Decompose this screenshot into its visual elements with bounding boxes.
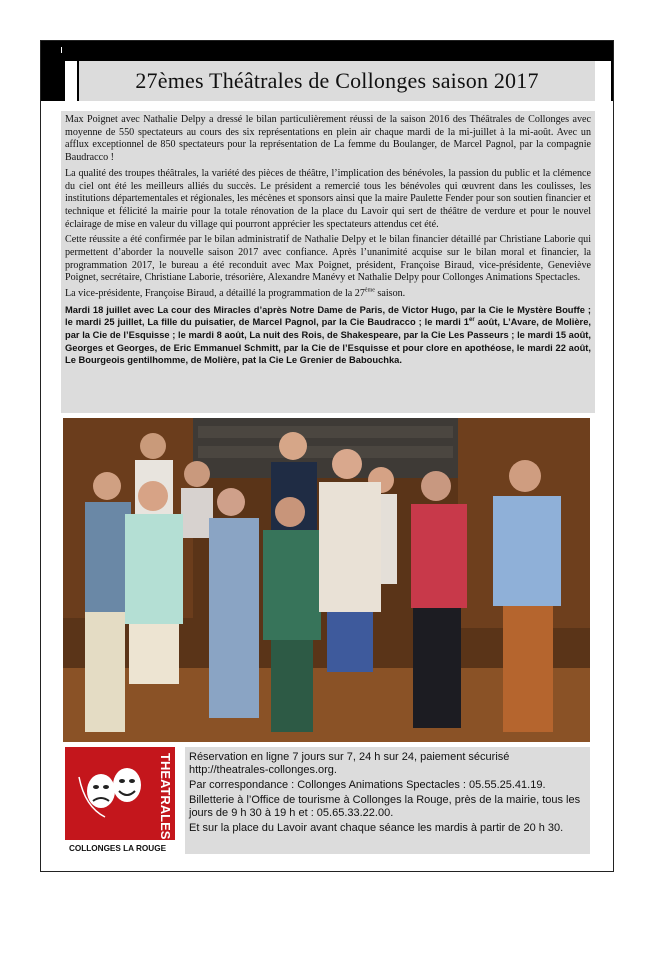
intro-sup: ème bbox=[364, 287, 375, 294]
comedy-mask-icon bbox=[113, 768, 141, 802]
reservation-office: Billetterie à l’Office de tourisme à Collonges la Rouge, près de la mairie, tous les jours de 9 h 30 à 19 h et : 05.65.33.22.00. bbox=[189, 793, 581, 819]
page-frame bbox=[40, 40, 614, 872]
paragraph-remerciements: La qualité des troupes théâtrales, la variété des pièces de théâtre, l’implication des bénévoles, la passion du public et la clémence du ciel ont été les meilleurs alliés du succès. Le président a remercié tous les bénévoles qui œuvrent dans les coulisses, les institutions départementales et régionales, les mécènes et sponsors ainsi que la maire Paulette Fender pour son soutien financier et technique et félicité la mairie pour la totale rénovation de la place du Lavoir qui sert de théâtre de verdure et pour le nouvel éclairage de mise en valeur du village qui pourront apprécier les spectateurs attendus cet été. bbox=[65, 167, 591, 230]
top-black-bar bbox=[41, 41, 613, 57]
theatrales-logo bbox=[65, 747, 175, 854]
reservation-info bbox=[185, 747, 590, 854]
reservation-onsite: Et sur la place du Lavoir avant chaque séance les mardis à partir de 20 h 30. bbox=[189, 821, 564, 834]
article-text bbox=[61, 111, 595, 413]
title-bar bbox=[41, 57, 613, 101]
logo-illustration bbox=[65, 747, 175, 854]
programme-sup: er bbox=[469, 317, 475, 324]
logo-bottom-text: COLLONGES LA ROUGE bbox=[69, 844, 167, 853]
programme-text-end: août, L’Avare, de Molière, par la Cie de l’Esquisse ; le mardi 8 août, La nuit des Rois, de Shakespeare, par la Cie Les Passeurs ; le mardi 15 août, Georges et Georges, de Eric Emmanuel Schmitt, par la Cie de l’Esquisse et pour clore en apothéose, le mardi 22 août, Le Bourgeois gentilhomme, de Molière, pat la Cie Le Grenier de Babouchka. bbox=[65, 317, 591, 366]
page-title: 27èmes Théâtrales de Collonges saison 2017 bbox=[135, 68, 539, 93]
paragraph-bilan: Max Poignet avec Nathalie Delpy a dressé le bilan particulièrement réussi de la saison 2016 des Théâtrales de Collonges avec moyenne de 550 spectateurs au cours des six représentations en plein air chaque mardi de la mi-juillet à la mi-août. Avec un afflux exceptionnel de 850 spectateurs pour la représentation de La femme du Boulanger, de Marcel Pagnol, par la compagnie Baudracco ! bbox=[65, 114, 591, 164]
reservation-online: Réservation en ligne 7 jours sur 7, 24 h sur 24, paiement sécurisé http://theatrales-collonges.org. bbox=[189, 751, 510, 776]
intro-text-end: saison. bbox=[374, 288, 406, 300]
paragraph-programme bbox=[65, 304, 591, 367]
group-photo-illustration bbox=[63, 418, 590, 742]
paragraph-programmation-intro bbox=[65, 288, 591, 301]
title-left-strip bbox=[65, 61, 77, 101]
top-mark bbox=[61, 47, 62, 53]
paragraph-bureau: Cette réussite a été confirmée par le bilan administratif de Nathalie Delpy et le bilan financier détaillé par Christiane Laborie qui permettent d’aborder la nouvelle saison 2017 avec confiance. Après l’unanimité acquise sur le bilan moral et financier, la programmation 2017, le bureau a été reconduit avec Max Poignet, président, Françoise Biraud, vice-présidente, Geneviève Poignet, secrétaire, Christiane Laborie, trésorière, Alexandre Manévy et Nathalie Delpy pour Collonges Animations Spectacles. bbox=[65, 234, 591, 284]
title-right-strip bbox=[595, 61, 611, 101]
reservation-mail: Par correspondance : Collonges Animations Spectacles : 05.55.25.41.19. bbox=[189, 778, 546, 791]
programme-text: Mardi 18 juillet avec La cour des Miracles d’après Notre Dame de Paris, de Victor Hugo, par la Cie le Mystère Bouffe ; le mardi 25 juillet, La fille du puisatier, de Marcel Pagnol, par la Cie Baudracco ; le mardi 1 bbox=[65, 304, 591, 328]
logo-vertical-text: THEATRALES bbox=[158, 753, 173, 840]
intro-text: La vice-présidente, Françoise Biraud, a détaillé la programmation de la 27 bbox=[65, 288, 365, 300]
group-photo bbox=[63, 418, 590, 742]
tragedy-mask-icon bbox=[87, 774, 115, 808]
